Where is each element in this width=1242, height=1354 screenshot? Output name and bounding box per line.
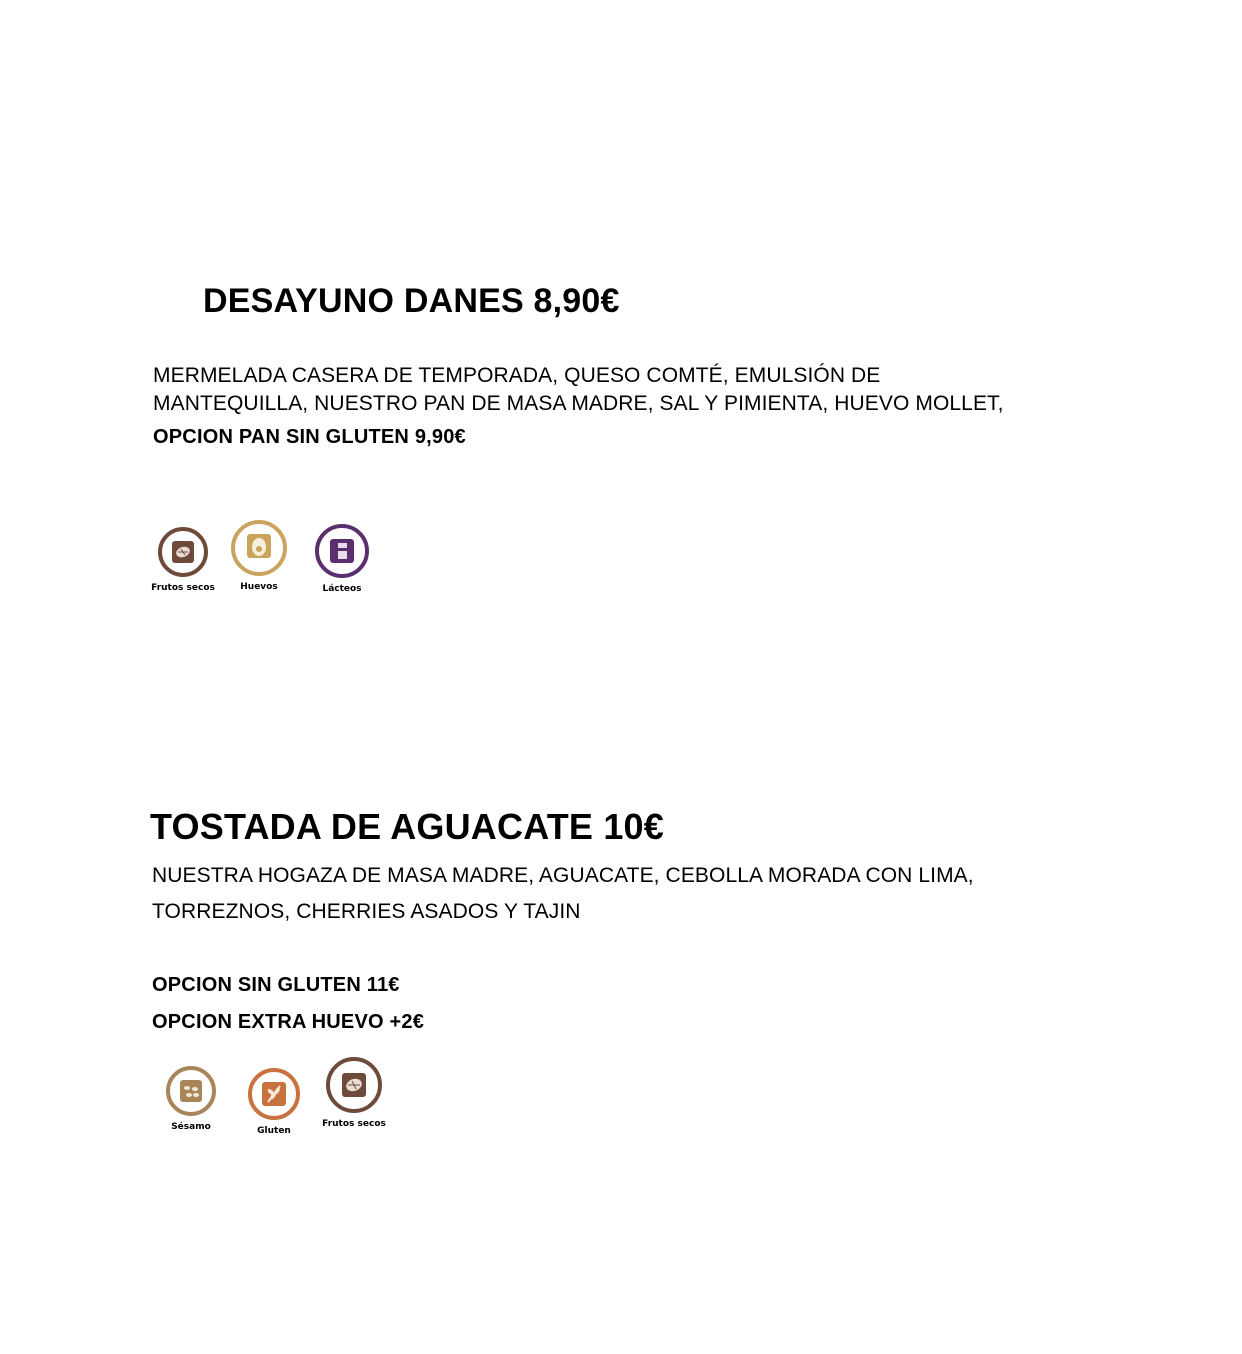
item-title: TOSTADA DE AGUACATE 10€: [150, 806, 664, 847]
item-option: OPCION EXTRA HUEVO +2€: [152, 1011, 425, 1033]
allergen-sesamo: [151, 1064, 231, 1132]
egg-icon: [229, 518, 289, 578]
item-description-line: TORREZNOS, CHERRIES ASADOS Y TAJIN: [152, 900, 581, 923]
allergen-frutos-secos: [143, 525, 223, 593]
allergen-gluten: [234, 1066, 314, 1136]
allergen-label: Frutos secos: [322, 1119, 386, 1129]
sesame-icon: [164, 1064, 218, 1118]
allergen-frutos-secos: [314, 1055, 394, 1129]
allergen-label: Lácteos: [322, 584, 362, 594]
allergen-label: Huevos: [240, 582, 278, 592]
item-option: OPCION PAN SIN GLUTEN 9,90€: [153, 426, 466, 448]
nut-icon: [156, 525, 210, 579]
item-title: DESAYUNO DANES 8,90€: [203, 282, 620, 320]
nut-icon: [324, 1055, 384, 1115]
wheat-icon: [246, 1066, 302, 1122]
allergen-label: Frutos secos: [151, 583, 215, 593]
item-description-line: NUESTRA HOGAZA DE MASA MADRE, AGUACATE, CEBOLLA MORADA CON LIMA,: [152, 864, 974, 887]
item-option: OPCION SIN GLUTEN 11€: [152, 974, 400, 996]
allergen-huevos: [219, 518, 299, 592]
item-description-line: MANTEQUILLA, NUESTRO PAN DE MASA MADRE, SAL Y PIMIENTA, HUEVO MOLLET,: [153, 392, 1004, 415]
milk-icon: [314, 522, 370, 580]
allergen-lacteos: [302, 522, 382, 594]
allergen-label: Sésamo: [171, 1122, 211, 1132]
allergen-label: Gluten: [257, 1126, 291, 1136]
item-description-line: MERMELADA CASERA DE TEMPORADA, QUESO COMTÉ, EMULSIÓN DE: [153, 364, 881, 387]
